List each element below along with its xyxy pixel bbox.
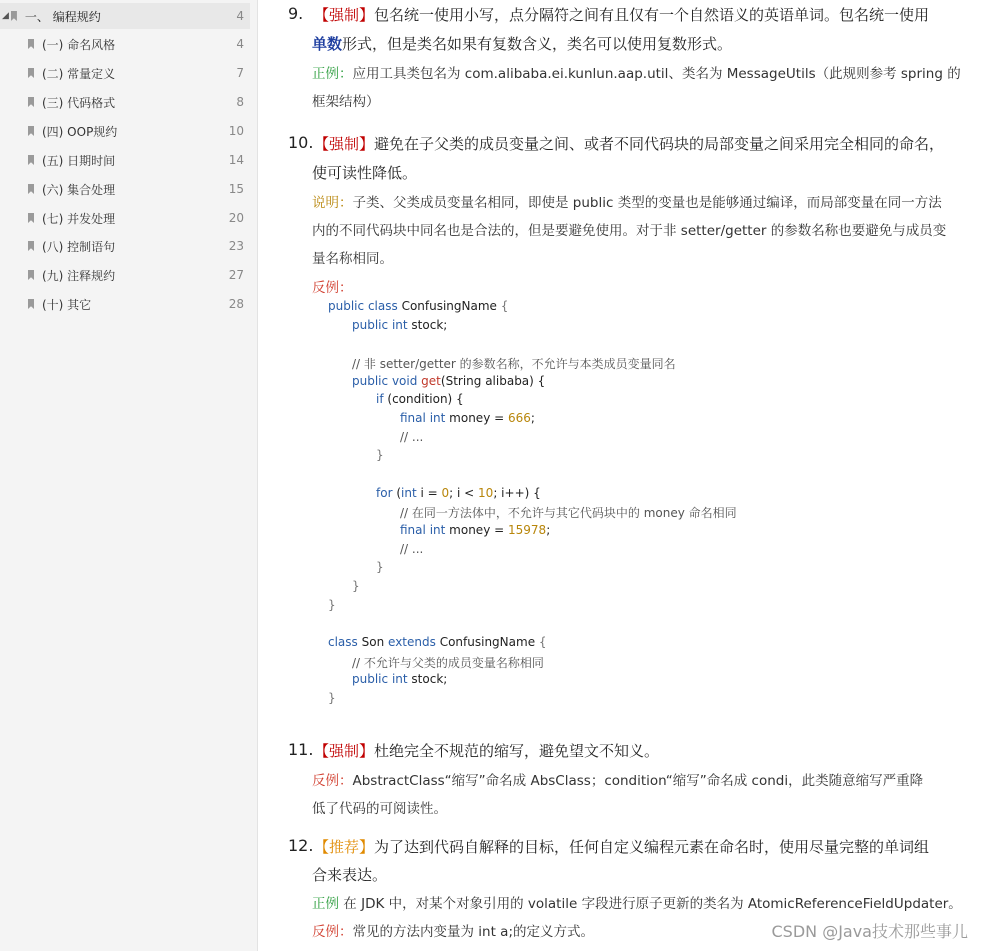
toc-sidebar	[0, 0, 258, 951]
rule-10-line-2: 使可读性降低。	[312, 164, 418, 182]
watermark: CSDN @Java技术那些事儿	[771, 922, 968, 941]
rule-12-line-1	[314, 836, 929, 857]
toc-page: 4	[236, 37, 244, 51]
toc-page: 10	[228, 124, 244, 138]
toc-label: (八) 控制语句	[42, 239, 116, 254]
toc-page: 27	[228, 268, 244, 282]
code-line: public int stock;	[352, 672, 448, 686]
toc-page: 23	[228, 239, 244, 253]
toc-item[interactable]	[28, 91, 250, 113]
code-comment: // 在同一方法体中，不允许与其它代码块中的 money 命名相同	[400, 506, 737, 520]
toc-item[interactable]	[28, 62, 250, 84]
code-line: public int stock;	[352, 318, 448, 332]
example-text: 应用工具类包名为 com.alibaba.ei.kunlun.aap.util、类名为 MessageUtils（此规则参考 spring 的	[352, 66, 961, 82]
code-brace: }	[328, 691, 336, 705]
rule-number: 10.	[288, 133, 314, 152]
code-comment: // ...	[400, 430, 424, 444]
toc-label: (三) 代码格式	[42, 95, 116, 110]
code-line: final int money = 15978;	[400, 523, 551, 537]
toc-item[interactable]	[28, 178, 250, 200]
bookmark-icon	[28, 97, 34, 107]
rule-tag: 【推荐】	[314, 838, 375, 856]
bookmark-icon	[28, 39, 34, 49]
code-line: public void get(String alibaba) {	[352, 374, 546, 388]
rule-9-line-1	[314, 4, 929, 25]
bookmark-icon	[28, 126, 34, 136]
note-label: 说明：	[312, 195, 353, 211]
rule-12-example	[312, 892, 962, 912]
document-page	[258, 0, 982, 951]
code-comment: // 非 setter/getter 的参数名称，不允许与本类成员变量同名	[352, 357, 676, 371]
rule-number: 12.	[288, 836, 314, 855]
toc-label: (九) 注释规约	[42, 268, 116, 283]
rule-12-counter	[312, 920, 594, 940]
bookmark-icon	[28, 68, 34, 78]
toc-label: (一) 命名风格	[42, 37, 116, 52]
positive-example-label: 正例：	[312, 66, 353, 82]
toc-page: 20	[228, 211, 244, 225]
rule-number: 9.	[288, 4, 304, 23]
code-comment: // 不允许与父类的成员变量名称相同	[352, 656, 544, 670]
bookmark-icon	[28, 184, 34, 194]
counter-example-label: 反例：	[312, 924, 353, 940]
positive-example-label: 正例	[312, 896, 339, 912]
rule-9-example-cont: 框架结构）	[312, 94, 380, 110]
toc-page: 7	[236, 66, 244, 80]
code-comment: // ...	[400, 542, 424, 556]
toc-label: (六) 集合处理	[42, 182, 116, 197]
code-line: if (condition) {	[376, 392, 464, 406]
rule-11-counter	[312, 769, 923, 789]
rule-text: 包名统一使用小写，点分隔符之间有且仅有一个自然语义的英语单词。包名统一使用	[374, 6, 930, 24]
toc-item[interactable]	[28, 149, 250, 171]
collapse-arrow-icon[interactable]: ◢	[2, 11, 9, 21]
toc-item[interactable]	[28, 293, 250, 315]
rule-11-counter-cont: 低了代码的可阅读性。	[312, 801, 447, 817]
emphasis-text: 单数	[312, 35, 343, 53]
bookmark-icon	[28, 241, 34, 251]
toc-page: 4	[236, 9, 244, 23]
rule-tag: 【强制】	[314, 6, 375, 24]
rule-10-note-cont: 内的不同代码块中同名也是合法的，但是要避免使用。对于非 setter/getter 的参数名称也要避免与成员变	[312, 223, 947, 239]
toc-label: 一、 编程规约	[24, 9, 101, 24]
counter-text: AbstractClass“缩写”命名成 AbsClass；condition“缩写”命名成 condi，此类随意缩写严重降	[352, 773, 924, 789]
bookmark-icon	[28, 270, 34, 280]
toc-label: (二) 常量定义	[42, 66, 116, 81]
toc-item-chapter-1[interactable]	[0, 3, 250, 29]
rule-12-line-2: 合来表达。	[312, 866, 388, 884]
rule-tag: 【强制】	[314, 742, 375, 760]
rule-tag: 【强制】	[314, 135, 375, 153]
bookmark-icon	[28, 299, 34, 309]
rule-text: 为了达到代码自解释的目标，任何自定义编程元素在命名时，使用尽量完整的单词组	[374, 838, 930, 856]
toc-page: 14	[228, 153, 244, 167]
code-brace: }	[376, 560, 384, 574]
code-line: final int money = 666;	[400, 411, 535, 425]
code-brace: }	[376, 448, 384, 462]
rule-10-note-cont: 量名称相同。	[312, 251, 393, 267]
bookmark-icon	[28, 213, 34, 223]
bookmark-icon	[28, 155, 34, 165]
code-brace: }	[328, 598, 336, 612]
toc-page: 8	[236, 95, 244, 109]
toc-label: (五) 日期时间	[42, 153, 116, 168]
toc-label: (十) 其它	[42, 297, 92, 312]
toc-item[interactable]	[28, 235, 250, 257]
rule-11-line-1	[314, 740, 659, 761]
toc-page: 15	[228, 182, 244, 196]
counter-text: 常见的方法内变量为 int a;的定义方式。	[352, 924, 595, 940]
rule-10-line-1	[314, 133, 944, 154]
toc-item[interactable]	[28, 207, 250, 229]
rule-text: 避免在子父类的成员变量之间、或者不同代码块的局部变量之间采用完全相同的命名，	[374, 135, 945, 153]
counter-example-label: 反例：	[312, 280, 353, 296]
toc-item[interactable]	[28, 33, 250, 55]
code-line: for (int i = 0; i < 10; i++) {	[376, 486, 541, 500]
code-line: public class ConfusingName {	[328, 299, 509, 313]
counter-example-label: 反例：	[312, 773, 353, 789]
rule-9-line-2	[312, 33, 732, 54]
rule-9-example	[312, 62, 961, 82]
toc-item[interactable]	[28, 264, 250, 286]
note-text: 子类、父类成员变量名相同，即使是 public 类型的变量也是能够通过编译，而局部变量在同一方法	[352, 195, 942, 211]
rule-text: 形式，但是类名如果有复数含义，类名可以使用复数形式。	[342, 35, 733, 53]
code-line: class Son extends ConfusingName {	[328, 635, 547, 649]
toc-label: (七) 并发处理	[42, 211, 116, 226]
code-brace: }	[352, 579, 360, 593]
example-text: 在 JDK 中，对某个对象引用的 volatile 字段进行原子更新的类名为 AtomicReferenceFieldUpdater。	[343, 896, 962, 912]
toc-item[interactable]	[28, 120, 250, 142]
rule-10-note	[312, 191, 942, 211]
toc-page: 28	[228, 297, 244, 311]
rule-text: 杜绝完全不规范的缩写，避免望文不知义。	[374, 742, 660, 760]
bookmark-icon	[11, 11, 17, 21]
toc-label: (四) OOP规约	[42, 124, 118, 139]
rule-number: 11.	[288, 740, 314, 759]
